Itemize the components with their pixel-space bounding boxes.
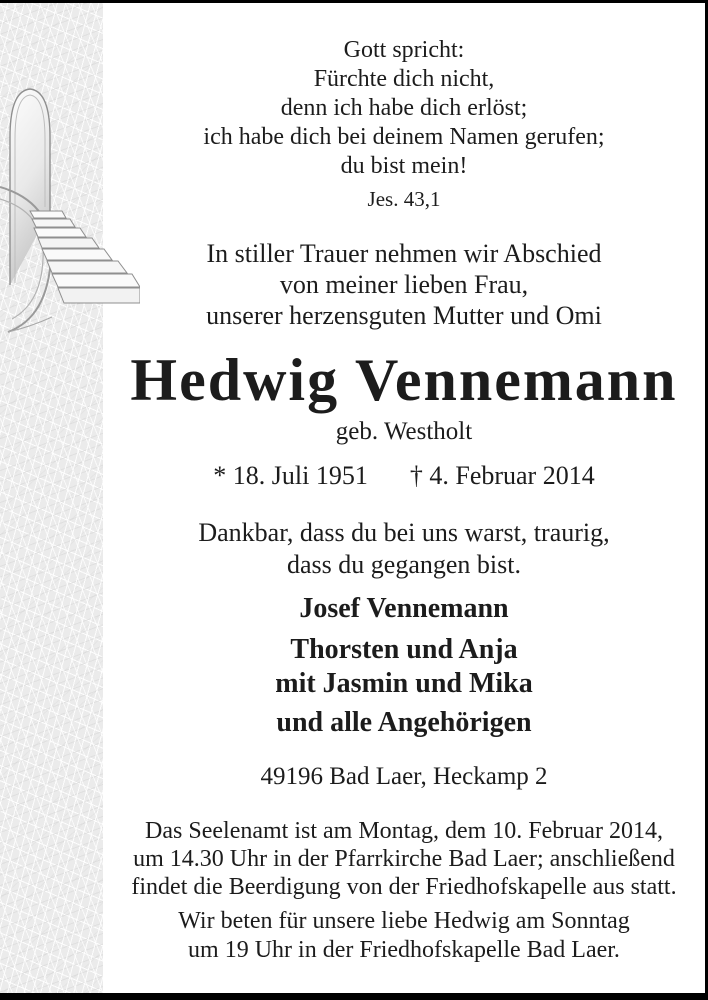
mourner-primary: Josef Vennemann — [299, 593, 509, 624]
address-line: 49196 Bad Laer, Heckamp 2 — [260, 763, 548, 790]
maiden-name: geb. Westholt — [335, 418, 473, 445]
tribute — [103, 517, 705, 581]
scripture-quote — [103, 36, 705, 181]
announcement-line: In stiller Trauer nehmen wir Abschied — [206, 239, 602, 268]
top-frame-line — [0, 0, 708, 3]
prayer-line: Wir beten für unsere liebe Hedwig am Sonntag — [178, 908, 630, 934]
service-line: Das Seelenamt ist am Montag, dem 10. Februar 2014, — [145, 818, 663, 844]
death-date: † 4. Februar 2014 — [409, 461, 595, 490]
scripture-line: Fürchte dich nicht, — [313, 66, 495, 92]
bottom-frame-bar — [0, 993, 708, 1000]
service-line: um 14.30 Uhr in der Pfarrkirche Bad Laer; anschließend — [133, 846, 675, 872]
mourner-family-line: Thorsten und Anja — [290, 634, 518, 665]
deceased-name: Hedwig Vennemann — [130, 347, 678, 413]
mourner-family-group — [103, 633, 705, 701]
service-line: findet die Beerdigung von der Friedhofskapelle aus statt. — [131, 874, 677, 900]
scripture-reference: Jes. 43,1 — [367, 187, 441, 211]
announcement — [103, 238, 705, 331]
scripture-line: denn ich habe dich erlöst; — [280, 95, 528, 121]
tribute-line: Dankbar, dass du bei uns warst, traurig, — [198, 518, 610, 547]
announcement-line: von meiner lieben Frau, — [279, 270, 529, 299]
scripture-line: du bist mein! — [340, 153, 468, 179]
notice-text-column — [103, 3, 705, 965]
life-dates — [103, 461, 705, 491]
scripture-intro: Gott spricht: — [343, 37, 465, 63]
scripture-line: ich habe dich bei deinem Namen gerufen; — [203, 124, 605, 150]
mourner-family-line: mit Jasmin und Mika — [275, 668, 533, 699]
service-details — [103, 817, 705, 901]
tribute-line: dass du gegangen bist. — [287, 550, 521, 579]
announcement-line: unserer herzensguten Mutter und Omi — [206, 301, 602, 330]
prayer-details — [103, 907, 705, 965]
prayer-line: um 19 Uhr in der Friedhofskapelle Bad Laer. — [188, 937, 620, 963]
mourner-others: und alle Angehörigen — [276, 707, 532, 738]
birth-date: * 18. Juli 1951 — [213, 461, 368, 490]
